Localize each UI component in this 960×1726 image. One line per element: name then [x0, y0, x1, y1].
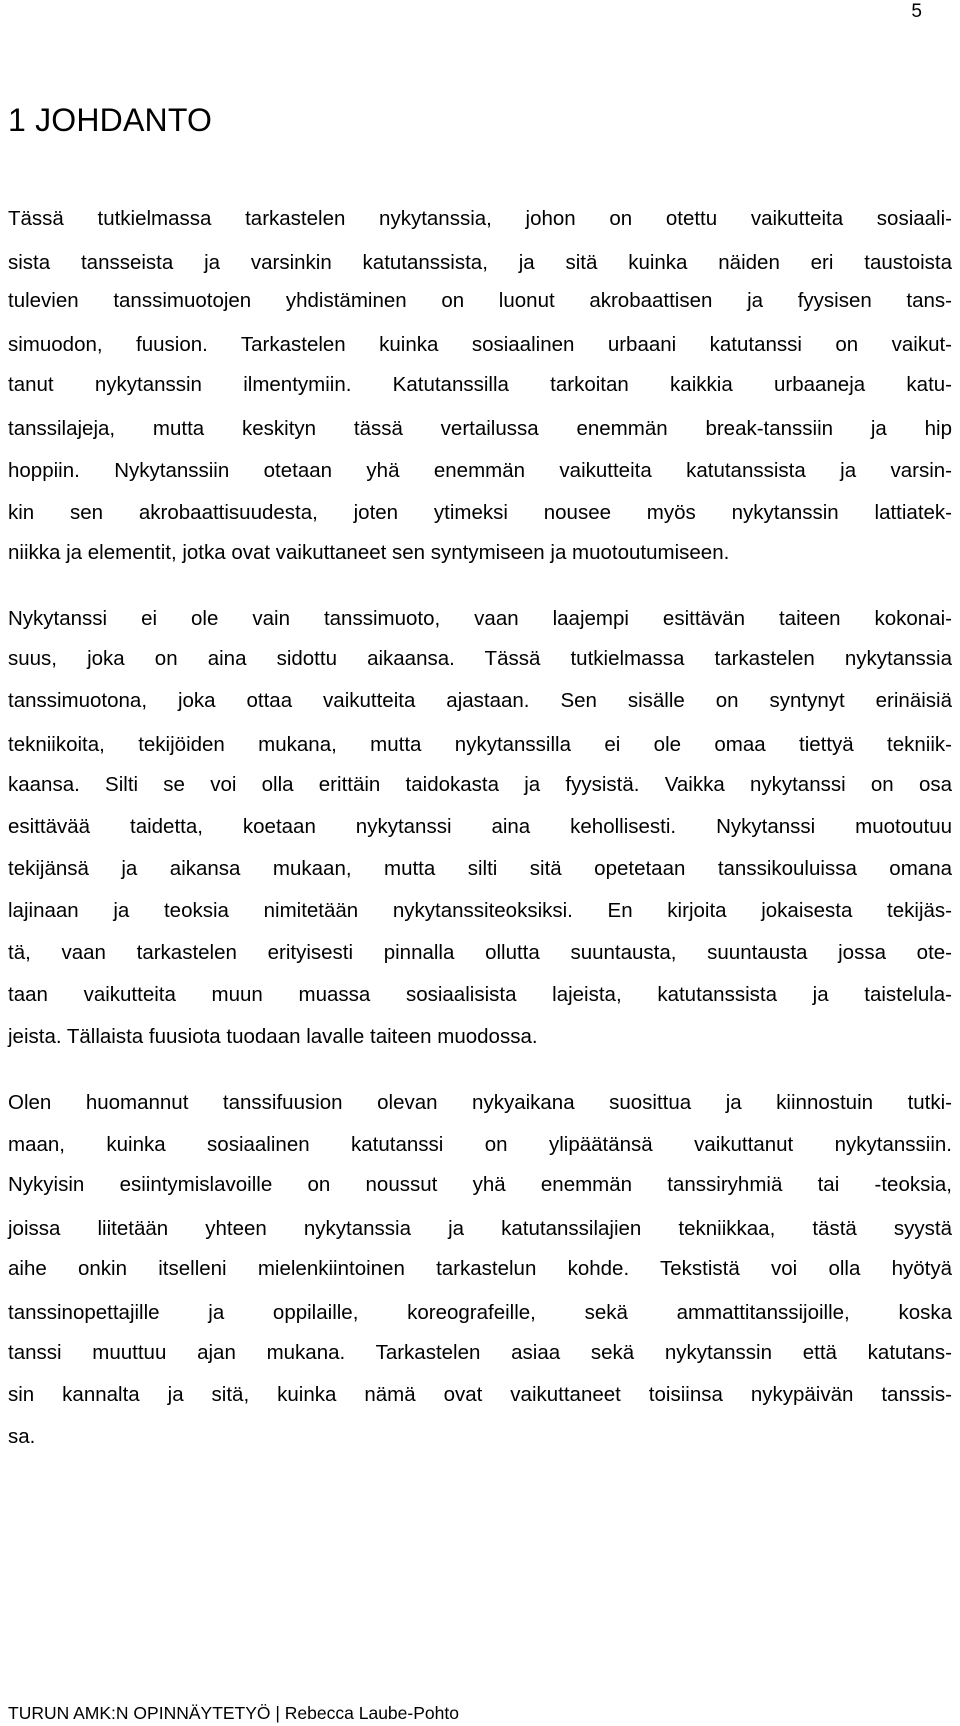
paragraph-line: taan vaikutteita muun muassa sosiaalisista lajeista, katutanssista ja taistelula- — [8, 983, 952, 1006]
paragraph-line: Nykytanssi ei ole vain tanssimuoto, vaan laajempi esittävän taiteen kokonai- — [8, 607, 952, 630]
paragraph-line: suus, joka on aina sidottu aikaansa. Tässä tutkielmassa tarkastelen nykytanssia — [8, 647, 952, 670]
paragraph-line: esittävää taidetta, koetaan nykytanssi aina kehollisesti. Nykytanssi muotoutuu — [8, 815, 952, 838]
paragraph-line: simuodon, fuusion. Tarkastelen kuinka sosiaalinen urbaani katutanssi on vaikut- — [8, 333, 952, 356]
paragraph-line: tanssi muuttuu ajan mukana. Tarkastelen asiaa sekä nykytanssin että katutans- — [8, 1341, 952, 1364]
page-footer: TURUN AMK:N OPINNÄYTETYÖ | Rebecca Laube-Pohto — [8, 1703, 459, 1723]
paragraph-line: tanssilajeja, mutta keskityn tässä vertailussa enemmän break-tanssiin ja hip — [8, 417, 952, 440]
paragraph-line: jeista. Tällaista fuusiota tuodaan lavalle taiteen muodossa. — [8, 1025, 538, 1048]
paragraph-line: tä, vaan tarkastelen erityisesti pinnalla ollutta suuntausta, suuntausta jossa ote- — [8, 941, 952, 964]
paragraph-line: maan, kuinka sosiaalinen katutanssi on ylipäätänsä vaikuttanut nykytanssiin. — [8, 1133, 952, 1156]
paragraph-line: tekniikoita, tekijöiden mukana, mutta nykytanssilla ei ole omaa tiettyä tekniik- — [8, 733, 952, 756]
paragraph-line: kin sen akrobaattisuudesta, joten ytimeksi nousee myös nykytanssin lattiatek- — [8, 501, 952, 524]
paragraph-line: sa. — [8, 1425, 36, 1448]
paragraph-line: hoppiin. Nykytanssiin otetaan yhä enemmän vaikutteita katutanssista ja varsin- — [8, 459, 952, 482]
paragraph-line: kaansa. Silti se voi olla erittäin taidokasta ja fyysistä. Vaikka nykytanssi on osa — [8, 773, 952, 796]
paragraph-line: aihe onkin itselleni mielenkiintoinen tarkastelun kohde. Tekstistä voi olla hyötyä — [8, 1257, 952, 1280]
paragraph-line: niikka ja elementit, jotka ovat vaikuttaneet sen syntymiseen ja muotoutumiseen. — [8, 541, 730, 564]
paragraph-line: sista tansseista ja varsinkin katutanssista, ja sitä kuinka näiden eri taustoista — [8, 251, 952, 274]
paragraph-line: sin kannalta ja sitä, kuinka nämä ovat vaikuttaneet toisiinsa nykypäivän tanssis- — [8, 1383, 952, 1406]
paragraph-line: tanut nykytanssin ilmentymiin. Katutanssilla tarkoitan kaikkia urbaaneja katu- — [8, 373, 952, 396]
paragraph-line: Tässä tutkielmassa tarkastelen nykytanssia, johon on otettu vaikutteita sosiaali- — [8, 207, 952, 230]
section-heading: 1 JOHDANTO — [8, 102, 213, 138]
paragraph-line: tulevien tanssimuotojen yhdistäminen on luonut akrobaattisen ja fyysisen tans- — [8, 289, 952, 312]
paragraph-line: tekijänsä ja aikansa mukaan, mutta silti sitä opetetaan tanssikouluissa omana — [8, 857, 952, 880]
paragraph-line: joissa liitetään yhteen nykytanssia ja katutanssilajien tekniikkaa, tästä syystä — [8, 1217, 952, 1240]
paragraph-line: Nykyisin esiintymislavoille on noussut yhä enemmän tanssiryhmiä tai -teoksia, — [8, 1173, 952, 1196]
page-number: 5 — [911, 1, 922, 22]
paragraph-line: lajinaan ja teoksia nimitetään nykytanssiteoksiksi. En kirjoita jokaisesta tekijäs- — [8, 899, 952, 922]
paragraph-line: tanssinopettajille ja oppilaille, koreografeille, sekä ammattitanssijoille, koska — [8, 1301, 952, 1324]
paragraph-line: Olen huomannut tanssifuusion olevan nykyaikana suosittua ja kiinnostuin tutki- — [8, 1091, 952, 1114]
paragraph-line: tanssimuotona, joka ottaa vaikutteita ajastaan. Sen sisälle on syntynyt erinäisiä — [8, 689, 952, 712]
